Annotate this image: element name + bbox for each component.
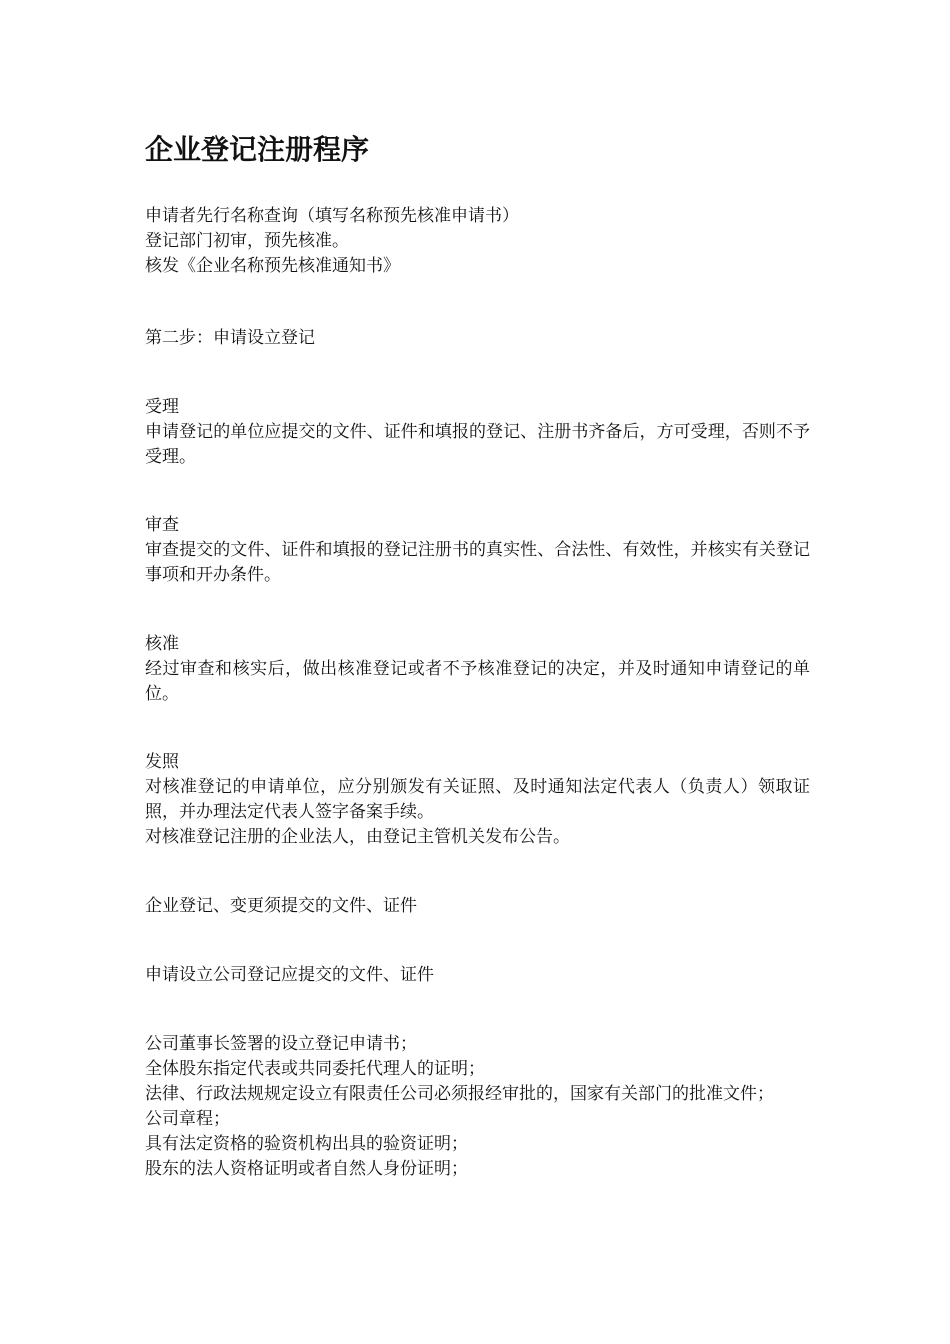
name-check-line-2: 登记部门初审，预先核准。 (145, 231, 349, 251)
company-doc-item: 全体股东指定代表或共同委托代理人的证明； (145, 1059, 485, 1079)
name-check-section (145, 204, 810, 279)
review-heading: 审查 (145, 515, 179, 535)
company-doc-item: 具有法定资格的验资机构出具的验资证明； (145, 1134, 468, 1154)
document-title: 企业登记注册程序 (145, 133, 370, 166)
step2-heading: 第二步：申请设立登记 (145, 328, 315, 348)
license-note: 对核准登记注册的企业法人，由登记主管机关发布公告。 (145, 827, 570, 847)
approval-section (145, 632, 810, 707)
acceptance-heading: 受理 (145, 397, 179, 417)
company-doc-item: 公司董事长签署的设立登记申请书； (145, 1034, 417, 1054)
approval-heading: 核准 (145, 634, 179, 654)
review-text: 审查提交的文件、证件和填报的登记注册书的真实性、合法性、有效性，并核实有关登记事项和开办条件。 (145, 540, 810, 585)
approval-text: 经过审查和核实后，做出核准登记或者不予核准登记的决定，并及时通知申请登记的单位。 (145, 659, 810, 704)
company-docs-heading: 申请设立公司登记应提交的文件、证件 (145, 965, 434, 985)
acceptance-text: 申请登记的单位应提交的文件、证件和填报的登记、注册书齐备后，方可受理，否则不予受理。 (145, 422, 810, 467)
company-docs-heading-block (145, 963, 810, 988)
license-text: 对核准登记的申请单位，应分别颁发有关证照、及时通知法定代表人（负责人）领取证照，并办理法定代表人签字备案手续。 (145, 777, 810, 822)
company-doc-item: 公司章程； (145, 1109, 230, 1129)
company-doc-item: 股东的法人资格证明或者自然人身份证明； (145, 1159, 468, 1179)
step2-heading-block (145, 326, 810, 351)
license-section (145, 750, 810, 850)
acceptance-section (145, 395, 810, 470)
review-section (145, 513, 810, 588)
documents-heading: 企业登记、变更须提交的文件、证件 (145, 896, 417, 916)
license-heading: 发照 (145, 752, 179, 772)
name-check-line-1: 申请者先行名称查询（填写名称预先核准申请书） (145, 206, 519, 226)
documents-heading-block (145, 894, 810, 919)
company-docs-list (145, 1032, 810, 1182)
company-doc-item: 法律、行政法规规定设立有限责任公司必须报经审批的，国家有关部门的批准文件； (145, 1084, 774, 1104)
name-check-line-3: 核发《企业名称预先核准通知书》 (145, 256, 400, 276)
